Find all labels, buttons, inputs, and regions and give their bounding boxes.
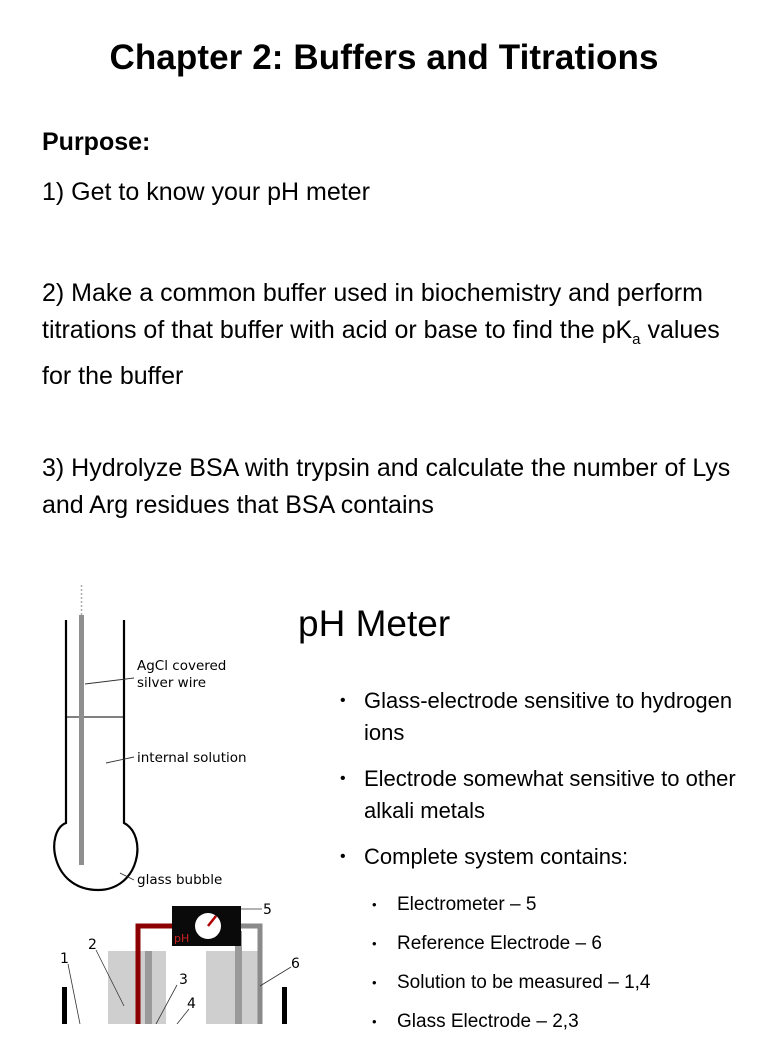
leader-1 <box>68 964 80 1024</box>
beaker-right-wall <box>282 987 287 1024</box>
sub-bullet-item: • Reference Electrode – 6 <box>372 924 762 963</box>
wire-leader <box>85 678 134 684</box>
wire-label-line2: silver wire <box>137 675 207 691</box>
purpose-item-1: 1) Get to know your pH meter <box>42 178 370 206</box>
bullet-item: • Glass-electrode sensitive to hydrogen ions <box>340 685 760 749</box>
leader-6 <box>260 967 291 986</box>
purpose-heading: Purpose: <box>42 128 151 156</box>
page-title: Chapter 2: Buffers and Titrations <box>109 38 659 77</box>
purpose-item-2-tail: values for the buffer <box>42 316 720 390</box>
sub-bullet-item: • Electrometer – 5 <box>372 885 762 924</box>
ph-meter-heading: pH Meter <box>298 603 451 644</box>
electrode-tube-outline <box>54 620 137 890</box>
pka-subscript: a <box>632 331 641 348</box>
meter-ph-text: pH <box>174 932 190 945</box>
bullet-item: • Complete system contains: <box>340 841 760 873</box>
wire-label-line1: AgCl covered <box>137 658 227 674</box>
beaker-left-wall <box>62 987 67 1024</box>
purpose-item-2-text: 2) Make a common buffer used in biochemistry and perform titrations of that buffer with acid or base to find the pK <box>42 279 703 344</box>
label-5: 5 <box>263 902 272 918</box>
purpose-item-2 <box>42 275 742 395</box>
bullet-item: • Electrode somewhat sensitive to other alkali metals <box>340 763 760 827</box>
ph-system-diagram <box>50 900 310 1024</box>
label-4: 4 <box>187 996 196 1012</box>
glass-electrode-diagram <box>40 585 280 900</box>
label-1: 1 <box>60 951 69 967</box>
label-3: 3 <box>179 972 188 988</box>
label-6: 6 <box>291 956 300 972</box>
solution-leader <box>106 757 134 763</box>
silver-wire <box>79 615 84 865</box>
reference-electrode-body <box>206 951 260 1024</box>
internal-solution-label: internal solution <box>137 750 247 766</box>
label-2: 2 <box>88 937 97 953</box>
sub-bullet-item: • Solution to be measured – 1,4 <box>372 963 762 1002</box>
purpose-item-3: 3) Hydrolyze BSA with trypsin and calculate the number of Lys and Arg residues that BSA contains <box>42 454 731 519</box>
glass-bubble-label: glass bubble <box>137 872 223 888</box>
sub-bullet-item: • Glass Electrode – 2,3 <box>372 1002 762 1041</box>
system-components-list <box>372 885 762 1041</box>
glass-electrode-inner <box>145 951 152 1024</box>
ph-meter-bullets <box>340 685 760 887</box>
